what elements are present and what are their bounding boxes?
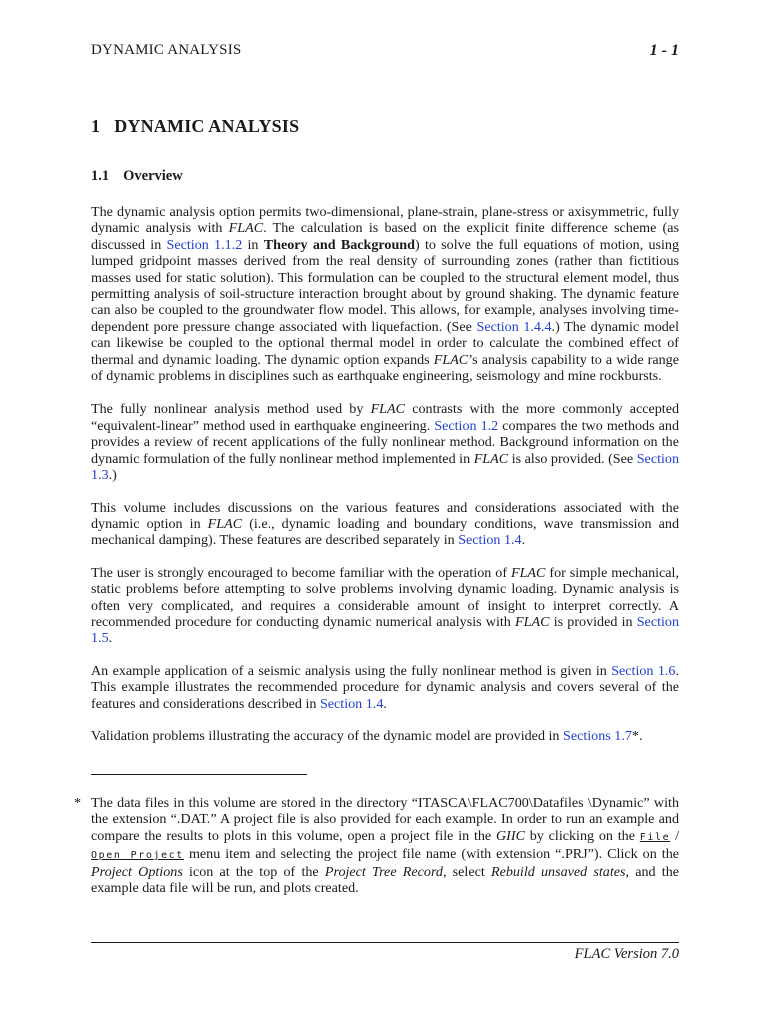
flac-name: FLAC xyxy=(473,450,509,467)
xref-sections-1-7[interactable]: Sections 1.7 xyxy=(563,727,632,744)
xref-section-1-6[interactable]: Section 1.6 xyxy=(611,662,676,679)
xref-section-1-4[interactable]: Section 1.4 xyxy=(319,695,384,712)
xref-section-1-5[interactable]: Section 1.5 xyxy=(91,613,679,647)
chapter-title xyxy=(91,116,299,137)
header-page-number: 1 - 1 xyxy=(649,42,679,59)
rebuild-unsaved-states-label: Rebuild unsaved states xyxy=(490,864,626,881)
xref-section-1-1-2[interactable]: Section 1.1.2 xyxy=(166,236,243,253)
footnote-mark: * xyxy=(74,795,82,811)
xref-section-1-4-4[interactable]: Section 1.4.4 xyxy=(476,318,552,335)
flac-name: FLAC xyxy=(370,401,406,418)
project-options-label: Project Options xyxy=(91,864,183,881)
book-title: Theory and Background xyxy=(263,236,415,253)
footer-rule xyxy=(91,942,679,943)
giic-name: GIIC xyxy=(496,827,525,844)
menu-open-project: Open Project xyxy=(91,849,184,861)
flac-name: FLAC xyxy=(433,351,469,368)
xref-section-1-2[interactable]: Section 1.2 xyxy=(434,417,499,434)
footer-version: FLAC Version 7.0 xyxy=(574,946,679,962)
footnote-marker: * xyxy=(631,727,639,744)
chapter-title-text: DYNAMIC ANALYSIS xyxy=(114,116,300,136)
body-text xyxy=(91,204,679,744)
section-title xyxy=(91,168,183,185)
paragraph-intro: The dynamic analysis option permits two-dimensional, plane-strain, plane-stress or axisymmetric, fully dynamic analysis with FLAC. The calculation is based on the explicit finite difference scheme (as discussed in Section 1.1.2 in Theory and Background) to solve the full equations of motion, using lumped gridpoint masses derived from the real density of surrounding zones (rather than fictitious masses used for static solution). This formulation can be coupled to the structural element model, thus permitting analysis of soil-structure interaction brought about by ground shaking. The dynamic feature can also be coupled to the groundwater flow model. This allows, for example, analyses involving time-dependent pore pressure change associated with liquefaction. (See Section 1.4.4.) The dynamic model can likewise be coupled to the optional thermal model in order to calculate the combined effect of thermal and dynamic loading. The dynamic option expands FLAC’s analysis capability to a wide range of dynamic problems in disciplines such as earthquake engineering, seismology and mine rockbursts. xyxy=(91,204,680,385)
xref-section-1-4[interactable]: Section 1.4 xyxy=(458,532,522,549)
menu-file: File xyxy=(639,831,671,843)
footnote: * The data files in this volume are stored in the directory “ITASCA\FLAC700\Datafiles \Dynamic” with the extension “.DAT.” A project file is also provided for each example. In order to run an example and compare the results to plots in this volume, open a project file in the GIIC by clicking on the File / Open Project menu item and selecting the project file name (with extension “.PRJ”). Click on the Project Options icon at the top of the Project Tree Record, select Rebuild unsaved states, and the example data file will be run, and plots created. xyxy=(74,795,679,897)
paragraph-example-application: An example application of a seismic analysis using the fully nonlinear method is given in Section 1.6. This example illustrates the recommended procedure for dynamic analysis and covers several of the features and considerations described in Section 1.4. xyxy=(91,662,679,712)
project-tree-record-label: Project Tree Record xyxy=(324,864,443,881)
flac-name: FLAC xyxy=(207,515,243,532)
running-header xyxy=(91,42,679,62)
chapter-number: 1 xyxy=(91,116,101,136)
flac-name: FLAC xyxy=(515,613,550,630)
paragraph-nonlinear-method: The fully nonlinear analysis method used by FLAC contrasts with the more commonly accepted “equivalent-linear” method used in earthquake engineering. Section 1.2 compares the two methods and provides a review of recent applications of the fully nonlinear method. Background information on the dynamic formulation of the fully nonlinear method implemented in FLAC is also provided. (See Section 1.3.) xyxy=(91,401,679,484)
paragraph-user-advice: The user is strongly encouraged to become familiar with the operation of FLAC for simple mechanical, static problems before attempting to solve problems involving dynamic loading. Dynamic analysis is often very complicated, and requires a considerable amount of insight to interpret correctly. A recommended procedure for conducting dynamic numerical analysis with FLAC is provided in Section 1.5. xyxy=(91,564,679,647)
paragraph-volume-contents: This volume includes discussions on the various features and considerations associated with the dynamic option in FLAC (i.e., dynamic loading and boundary conditions, wave transmission and mechanical damping). These features are described separately in Section 1.4. xyxy=(91,499,679,549)
section-title-text: Overview xyxy=(123,168,183,184)
section-number: 1.1 xyxy=(91,168,110,184)
xref-section-1-3[interactable]: Section 1.3 xyxy=(91,450,679,484)
flac-name: FLAC xyxy=(228,220,264,237)
paragraph-validation: Validation problems illustrating the accuracy of the dynamic model are provided in Sections 1.7*. xyxy=(91,727,643,744)
footnote-rule xyxy=(91,774,307,775)
header-chapter-name: DYNAMIC ANALYSIS xyxy=(91,42,242,58)
flac-name: FLAC xyxy=(510,564,546,581)
